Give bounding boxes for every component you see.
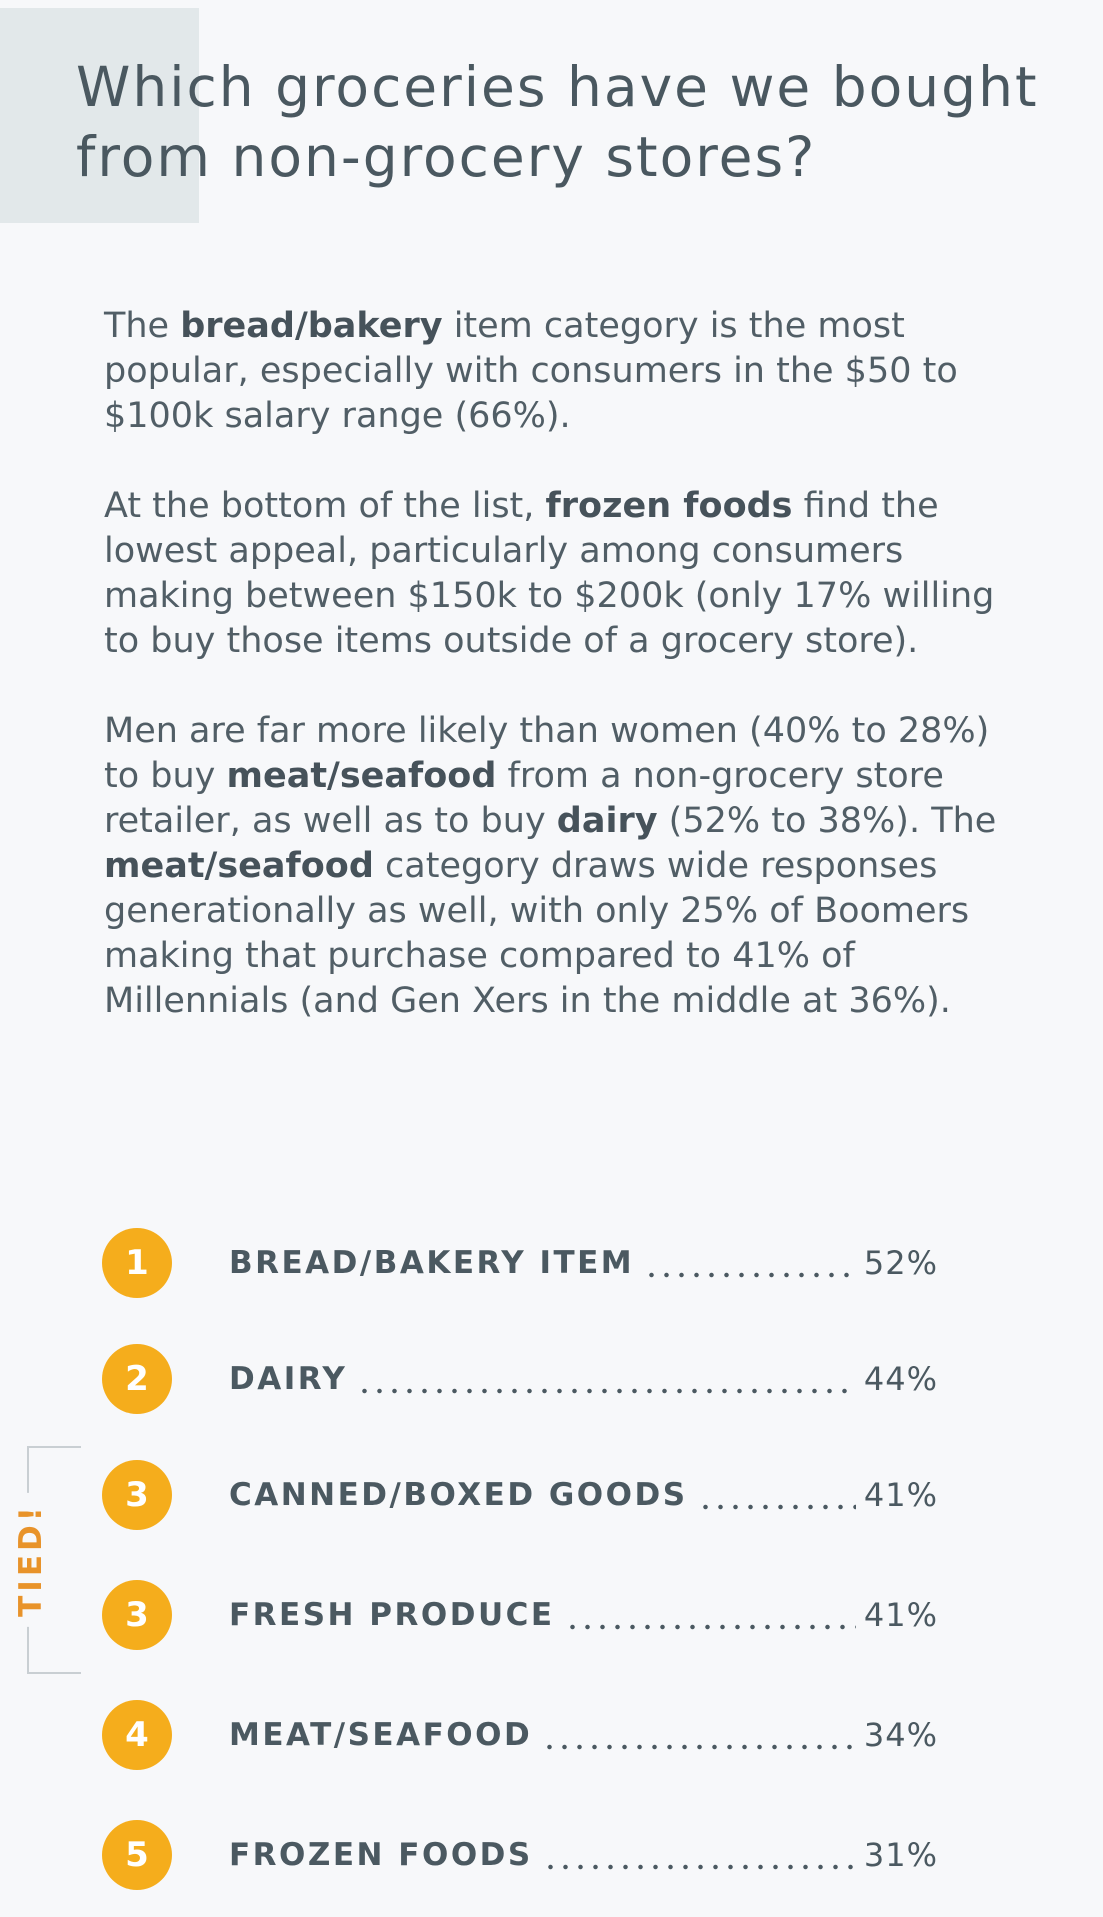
paragraph-text: At the bottom of the list, <box>104 486 546 526</box>
ranking-label: FRESH PRODUCE <box>229 1597 555 1633</box>
rank-badge: 3 <box>102 1460 172 1530</box>
ranking-value: 52% <box>863 1244 938 1282</box>
ranking-label: CANNED/BOXED GOODS <box>229 1477 688 1513</box>
paragraph-text: from a non-grocery store retailer, as well as to buy <box>104 756 944 841</box>
paragraph-meat <box>104 709 1024 1024</box>
ranking-value: 44% <box>863 1360 938 1398</box>
paragraph-text: category draws wide responses generationally as well, with only 25% of Boomers making that purchase compared to 41% of Millennials (and Gen Xers in the middle at 36%). <box>104 846 970 1021</box>
rank-badge: 4 <box>102 1700 172 1770</box>
ranking-value: 31% <box>863 1836 938 1874</box>
body-text <box>104 304 1024 1069</box>
ranking-row <box>102 1228 938 1298</box>
ranking-row <box>102 1344 938 1414</box>
ranking-label: FROZEN FOODS <box>229 1837 533 1873</box>
emphasis-text: frozen foods <box>545 486 793 526</box>
ranking-label: DAIRY <box>229 1361 348 1397</box>
ranking-value: 41% <box>863 1476 938 1514</box>
ranking-row <box>102 1820 938 1890</box>
paragraph-bread <box>104 304 1024 439</box>
rank-badge: 2 <box>102 1344 172 1414</box>
dot-leader <box>543 1861 856 1873</box>
rank-badge: 5 <box>102 1820 172 1890</box>
ranking-label: MEAT/SEAFOOD <box>229 1717 533 1753</box>
paragraph-text: find the lowest appeal, particularly among consumers making between $150k to $200k (only 17% willing to buy those items outside of a grocery store). <box>104 486 995 661</box>
ranking-value: 41% <box>863 1596 938 1634</box>
paragraph-text: The <box>104 306 181 346</box>
rank-badge: 1 <box>102 1228 172 1298</box>
page-title: Which groceries have we bought from non-grocery stores? <box>76 55 1039 189</box>
emphasis-text: dairy <box>556 801 658 841</box>
dot-leader <box>644 1269 856 1281</box>
ranking-value: 34% <box>863 1716 938 1754</box>
paragraph-text: item category is the most popular, especially with consumers in the $50 to $100k salary range (66%). <box>104 306 958 436</box>
emphasis-text: meat/seafood <box>226 756 497 796</box>
emphasis-text: meat/seafood <box>104 846 374 886</box>
paragraph-text: (52% to 38%). The <box>657 801 997 841</box>
paragraph-text: Men are far more likely than women (40% to 28%) to buy <box>104 711 990 796</box>
paragraph-frozen <box>104 484 1024 664</box>
ranking-row <box>102 1580 938 1650</box>
ranking-row <box>102 1700 938 1770</box>
tie-label: TIED! <box>13 1493 49 1627</box>
dot-leader <box>565 1621 856 1633</box>
ranking-label: BREAD/BAKERY ITEM <box>229 1245 635 1281</box>
emphasis-text: bread/bakery <box>180 306 443 346</box>
dot-leader <box>698 1501 856 1513</box>
dot-leader <box>542 1741 856 1753</box>
dot-leader <box>357 1385 855 1397</box>
ranking-row <box>102 1460 938 1530</box>
rank-badge: 3 <box>102 1580 172 1650</box>
